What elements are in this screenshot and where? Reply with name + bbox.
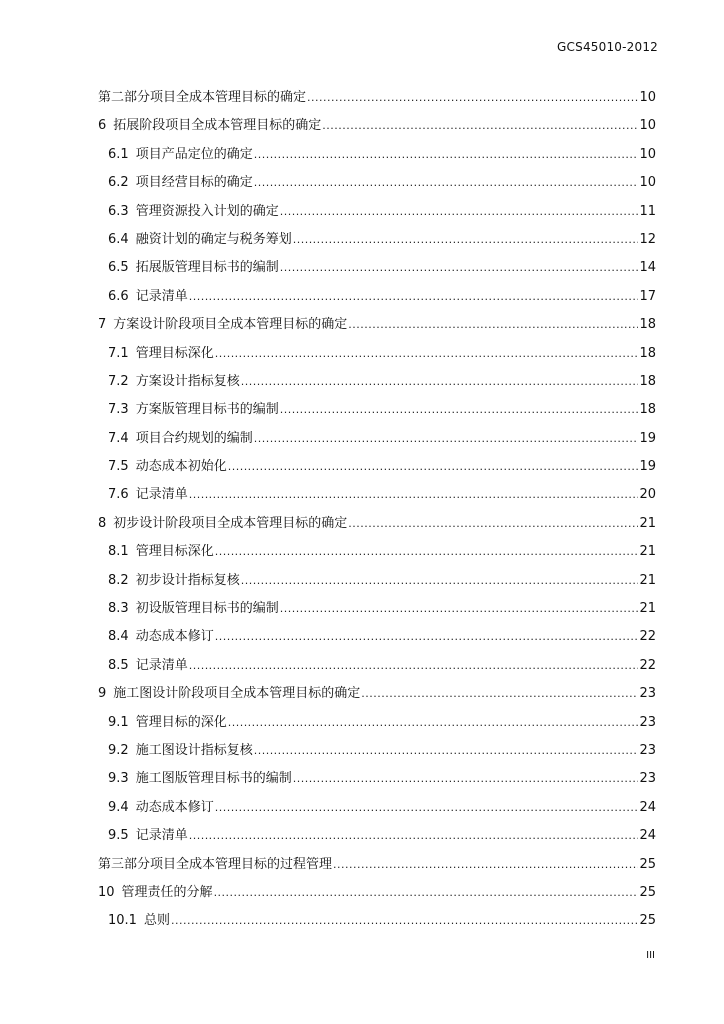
toc-entry-title: 拓展版管理目标书的编制 [135, 260, 279, 276]
toc-dot-leader [189, 828, 639, 843]
toc-entry-title: 项目经营目标的确定 [135, 175, 253, 191]
toc-dot-leader [189, 289, 639, 304]
toc-entry-number: 8.3 [108, 601, 129, 617]
toc-entry-title: 总则 [143, 913, 170, 929]
toc-entry-number: 7.5 [108, 459, 129, 475]
document-code: GCS45010-2012 [557, 40, 658, 54]
toc-entry-title: 记录清单 [135, 487, 188, 503]
toc-entry-page: 19 [639, 430, 656, 446]
toc-dot-leader [280, 204, 639, 219]
toc-entry[interactable] [98, 909, 656, 937]
toc-entry-title: 管理目标的深化 [135, 714, 227, 730]
toc-entry-page: 23 [639, 686, 656, 702]
toc-entry[interactable] [98, 512, 656, 540]
toc-entry-page: 22 [639, 657, 656, 673]
toc-dot-leader [189, 487, 639, 502]
toc-entry[interactable] [98, 171, 656, 199]
toc-entry-title: 动态成本修订 [135, 799, 214, 815]
toc-entry[interactable] [98, 427, 656, 455]
toc-entry-number: 6.4 [108, 231, 129, 247]
toc-entry[interactable] [98, 540, 656, 568]
toc-entry-number: 8 [98, 515, 107, 531]
toc-entry-page: 25 [639, 856, 656, 872]
toc-entry-title: 项目产品定位的确定 [135, 146, 253, 162]
toc-entry-page: 21 [639, 515, 656, 531]
toc-entry[interactable] [98, 569, 656, 597]
toc-entry[interactable] [98, 398, 656, 426]
toc-entry-title: 施工图设计指标复核 [135, 742, 253, 758]
toc-entry-page: 21 [639, 544, 656, 560]
toc-entry-page: 10 [639, 90, 656, 105]
toc-entry-page: 22 [639, 629, 656, 645]
toc-entry[interactable] [98, 228, 656, 256]
toc-dot-leader [254, 431, 639, 446]
toc-entry-number: 9.3 [108, 771, 129, 787]
toc-dot-leader [280, 601, 639, 616]
toc-entry-number: 7.2 [108, 373, 129, 389]
toc-entry-number: 7 [98, 317, 107, 333]
toc-entry-title: 初设版管理目标书的编制 [135, 601, 279, 617]
toc-entry-title: 记录清单 [135, 288, 188, 304]
toc-entry[interactable] [98, 767, 656, 795]
toc-entry-number: 7.6 [108, 487, 129, 503]
toc-entry-page: 21 [639, 572, 656, 588]
toc-entry[interactable] [98, 285, 656, 313]
toc-entry[interactable] [98, 114, 656, 142]
toc-entry-title: 动态成本初始化 [135, 459, 227, 475]
toc-entry-number: 6 [98, 118, 107, 134]
toc-entry-title: 项目合约规划的编制 [135, 430, 253, 446]
toc-entry-title: 初步设计阶段项目全成本管理目标的确定 [113, 515, 348, 531]
toc-entry-page: 24 [639, 799, 656, 815]
toc-entry-number: 8.4 [108, 629, 129, 645]
toc-entry-title: 初步设计指标复核 [135, 572, 240, 588]
toc-entry-page: 24 [639, 828, 656, 844]
toc-dot-leader [215, 629, 639, 644]
toc-entry-page: 11 [639, 203, 656, 219]
toc-entry-title: 管理目标深化 [135, 544, 214, 560]
toc-entry[interactable] [98, 682, 656, 710]
toc-dot-leader [322, 118, 638, 133]
toc-dot-leader [280, 260, 639, 275]
toc-entry-title: 方案版管理目标书的编制 [135, 402, 279, 418]
toc-entry-number: 6.1 [108, 146, 129, 162]
toc-entry[interactable] [98, 455, 656, 483]
toc-entry[interactable] [98, 711, 656, 739]
toc-dot-leader [361, 686, 638, 701]
toc-dot-leader [241, 573, 639, 588]
table-of-contents [98, 86, 656, 938]
toc-dot-leader [333, 857, 638, 872]
toc-entry-number: 10 [98, 884, 115, 900]
toc-entry-title: 管理责任的分解 [121, 884, 213, 900]
toc-entry-page: 12 [639, 231, 656, 247]
toc-entry-page: 10 [639, 146, 656, 162]
toc-dot-leader [307, 90, 638, 105]
toc-entry-page: 23 [639, 714, 656, 730]
toc-entry-number: 8.5 [108, 657, 129, 673]
toc-dot-leader [254, 743, 639, 758]
toc-entry-number: 8.1 [108, 544, 129, 560]
toc-entry-number: 7.4 [108, 430, 129, 446]
toc-entry[interactable] [98, 739, 656, 767]
toc-entry-page: 25 [639, 884, 656, 900]
toc-entry[interactable] [98, 597, 656, 625]
toc-dot-leader [241, 374, 639, 389]
toc-entry-title: 融资计划的确定与税务筹划 [135, 231, 292, 247]
toc-dot-leader [189, 658, 639, 673]
toc-entry-page: 23 [639, 771, 656, 787]
toc-entry-number: 6.3 [108, 203, 129, 219]
toc-entry-number: 7.1 [108, 345, 129, 361]
toc-entry-page: 17 [639, 288, 656, 304]
toc-entry-title: 施工图设计阶段项目全成本管理目标的确定 [113, 686, 361, 702]
toc-entry[interactable] [98, 853, 656, 881]
toc-entry-number: 6.2 [108, 175, 129, 191]
toc-dot-leader [254, 147, 639, 162]
toc-entry-page: 23 [639, 742, 656, 758]
toc-entry[interactable] [98, 654, 656, 682]
toc-dot-leader [293, 771, 639, 786]
toc-entry-page: 21 [639, 601, 656, 617]
toc-entry[interactable] [98, 143, 656, 171]
toc-entry-page: 18 [639, 345, 656, 361]
toc-entry-page: 25 [639, 913, 656, 929]
toc-entry-title: 拓展阶段项目全成本管理目标的确定 [113, 118, 322, 134]
toc-entry[interactable] [98, 313, 656, 341]
toc-dot-leader [280, 402, 639, 417]
toc-dot-leader [348, 317, 638, 332]
toc-entry-title: 管理资源投入计划的确定 [135, 203, 279, 219]
toc-entry-number: 9 [98, 686, 107, 702]
toc-entry-title: 记录清单 [135, 657, 188, 673]
toc-entry-page: 18 [639, 373, 656, 389]
toc-entry-number: 9.5 [108, 828, 129, 844]
page-number: III [646, 950, 655, 961]
toc-entry-title: 施工图版管理目标书的编制 [135, 771, 292, 787]
toc-entry[interactable] [98, 483, 656, 511]
toc-entry[interactable] [98, 824, 656, 852]
toc-entry-page: 10 [639, 118, 656, 134]
toc-dot-leader [215, 346, 639, 361]
toc-entry[interactable] [98, 796, 656, 824]
toc-entry-number: 8.2 [108, 572, 129, 588]
toc-entry[interactable] [98, 256, 656, 284]
toc-entry-page: 19 [639, 459, 656, 475]
toc-dot-leader [254, 175, 639, 190]
toc-dot-leader [348, 516, 638, 531]
toc-entry-title: 方案设计阶段项目全成本管理目标的确定 [113, 317, 348, 333]
toc-entry-title: 记录清单 [135, 828, 188, 844]
toc-entry-title: 第二部分项目全成本管理目标的确定 [98, 90, 307, 105]
toc-entry-number: 9.4 [108, 799, 129, 815]
toc-entry-number: 6.6 [108, 288, 129, 304]
toc-dot-leader [293, 232, 639, 247]
toc-dot-leader [228, 459, 639, 474]
toc-entry-number: 10.1 [108, 913, 137, 929]
toc-entry-title: 动态成本修订 [135, 629, 214, 645]
toc-entry-title: 方案设计指标复核 [135, 373, 240, 389]
toc-dot-leader [215, 800, 639, 815]
toc-entry[interactable] [98, 200, 656, 228]
toc-entry[interactable] [98, 881, 656, 909]
toc-entry-number: 9.2 [108, 742, 129, 758]
toc-entry-page: 18 [639, 317, 656, 333]
toc-entry-number: 6.5 [108, 260, 129, 276]
toc-dot-leader [214, 885, 639, 900]
toc-entry-page: 18 [639, 402, 656, 418]
toc-entry-page: 20 [639, 487, 656, 503]
toc-entry[interactable] [98, 342, 656, 370]
toc-entry-title: 管理目标深化 [135, 345, 214, 361]
toc-entry-page: 14 [639, 260, 656, 276]
toc-entry[interactable] [98, 370, 656, 398]
toc-dot-leader [215, 544, 639, 559]
toc-entry-number: 9.1 [108, 714, 129, 730]
toc-entry[interactable] [98, 86, 656, 114]
toc-entry-title: 第三部分项目全成本管理目标的过程管理 [98, 856, 333, 872]
toc-dot-leader [228, 715, 639, 730]
toc-entry-number: 7.3 [108, 402, 129, 418]
toc-entry[interactable] [98, 625, 656, 653]
toc-entry-page: 10 [639, 175, 656, 191]
toc-dot-leader [171, 913, 638, 928]
